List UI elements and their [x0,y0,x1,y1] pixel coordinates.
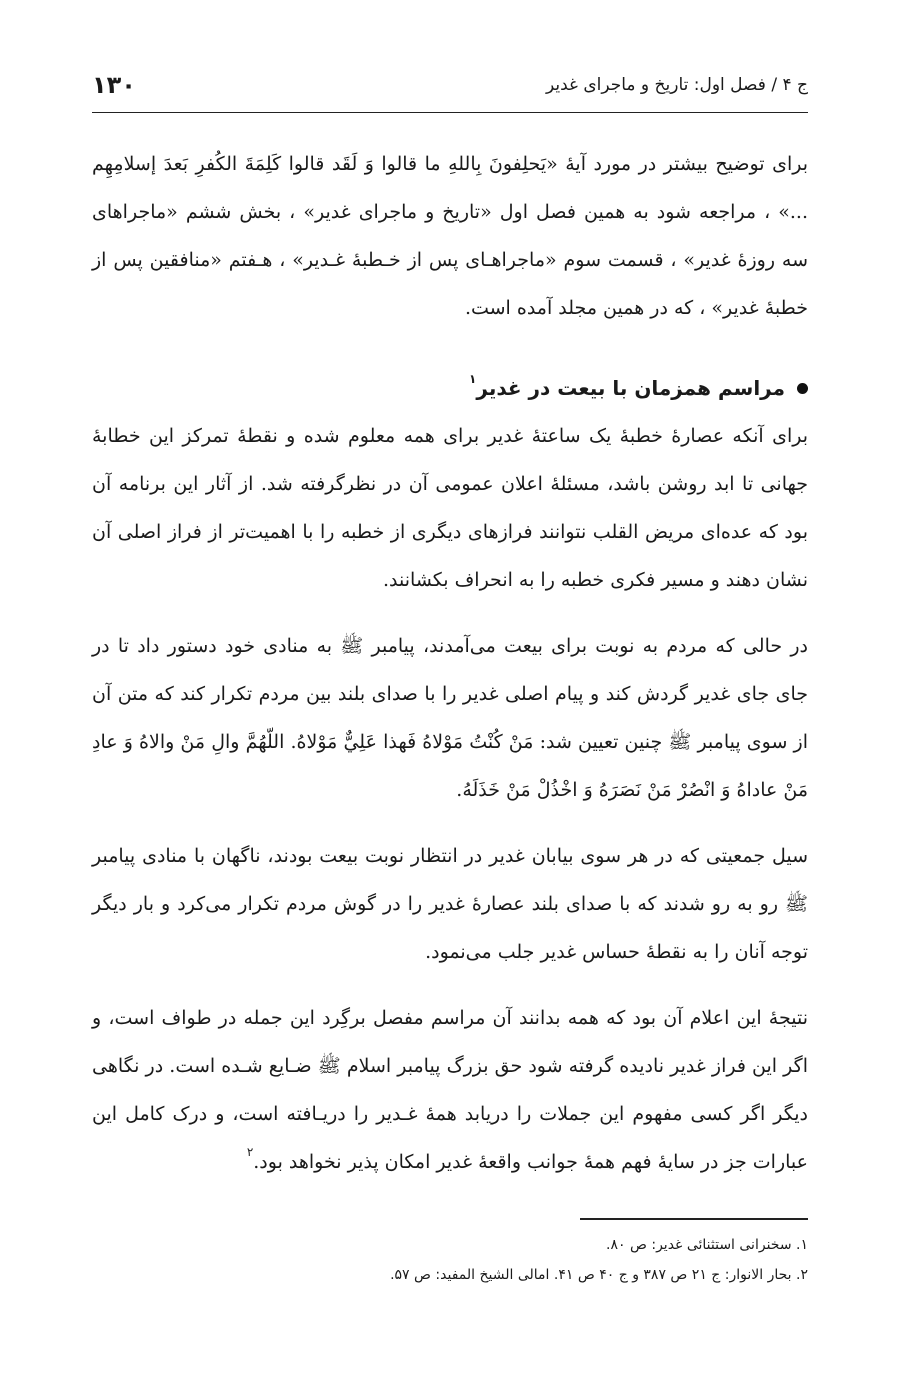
running-title: ج ۴ / فصل اول: تاریخ و ماجرای غدیر [545,75,808,95]
paragraph-2: در حالی که مردم به نوبت برای بیعت می‌آمدند، پیامبر ﷺ به منادی خود دستور داد تا در جای جای غدیر گردش کند و پیام اصلی غدیر را با صدای بلند بین مردم تکرار کند که متن آن از سوی پیامبر ﷺ چنین تعیین شد: مَنْ کُنْتُ مَوْلاهُ فَهذا عَلِيٌّ مَوْلاهُ. اللّهُمَّ والِ مَنْ والاهُ وَ عادِ مَنْ عاداهُ وَ انْصُرْ مَنْ نَصَرَهُ وَ اخْذُلْ مَنْ خَذَلَهُ. [92,635,808,801]
intro-paragraph: برای توضیح بیشتر در مورد آیهٔ «یَحلِفونَ بِاللهِ ما قالوا وَ لَقَد قالوا کَلِمَةَ الکُفرِ بَعدَ إسلامِهِم ...» ، مراجعه شود به همین فصل اول «تاریخ و ماجرای غدیر» ، بخش ششم «ماجراهای سه روزهٔ غدیر» ، قسمت سوم «ماجراهـای پس از خـطبهٔ غـدیر» ، هـفتم «منافقین پس از خطبهٔ غدیر» ، که در همین مجلد آمده است. [92,153,808,319]
page-number: ۱۳۰ [92,71,136,99]
footnotes [92,1218,808,1290]
header-divider [92,112,808,113]
section-heading-text [469,364,785,412]
paragraph-3: سیل جمعیتی که در هر سوی بیابان غدیر در انتظار نوبت بیعت بودند، ناگهان با منادی پیامبر ﷺ رو به رو شدند که با صدای بلند عصارهٔ غدیر را در گوش مردم تکرار می‌کرد و بار دیگر توجه آنان را به نقطهٔ حساس غدیر جلب می‌نمود. [92,845,808,963]
footnote-1: ۱. سخنرانی استثنائی غدیر: ص ۸۰. [606,1237,808,1253]
section-heading-label: مراسم همزمان با بیعت در غدیر [476,376,785,400]
footnote-ref-2[interactable]: ۲ [246,1145,254,1159]
section-heading [92,364,808,412]
page-header [92,68,808,102]
paragraph-1: برای آنکه عصارهٔ خطبهٔ یک ساعتهٔ غدیر برای همه معلوم شده و نقطهٔ تمرکز این خطابهٔ جهانی تا ابد روشن باشد، مسئلهٔ اعلان عمومی آن در نظرگرفته شد. از آثار این برنامه آن بود که عده‌ای مریض القلب نتوانند فرازهای دیگری از خطبه را با اهمیت‌تر از فراز اصلی آن نشان دهند و مسیر فکری خطبه را به انحراف بکشانند. [92,425,808,591]
paragraph-4 [92,994,808,1186]
footnote-ref-1[interactable]: ۱ [469,372,477,386]
body-text [92,140,808,1186]
footnote-2: ۲. بحار الانوار: ج ۲۱ ص ۳۸۷ و ج ۴۰ ص ۴۱. امالی الشیخ المفید: ص ۵۷. [390,1267,808,1283]
paragraph-4-text: نتیجهٔ این اعلام آن بود که همه بدانند آن مراسم مفصل برگِرد این جمله در طواف است، و اگر این فراز غدیر نادیده گرفته شود حق بزرگ پیامبر اسلام ﷺ ضـایع شـده است. در نگاهی دیگر اگر کسی مفهوم این جملات را دریابد همهٔ غـدیر را دریـافته است، و درک کامل این عبارات جز در سایهٔ فهم همهٔ جوانب واقعهٔ غدیر امکان پذیر نخواهد بود. [92,1007,808,1173]
footnote-divider [580,1218,808,1220]
bullet-icon [797,383,808,394]
